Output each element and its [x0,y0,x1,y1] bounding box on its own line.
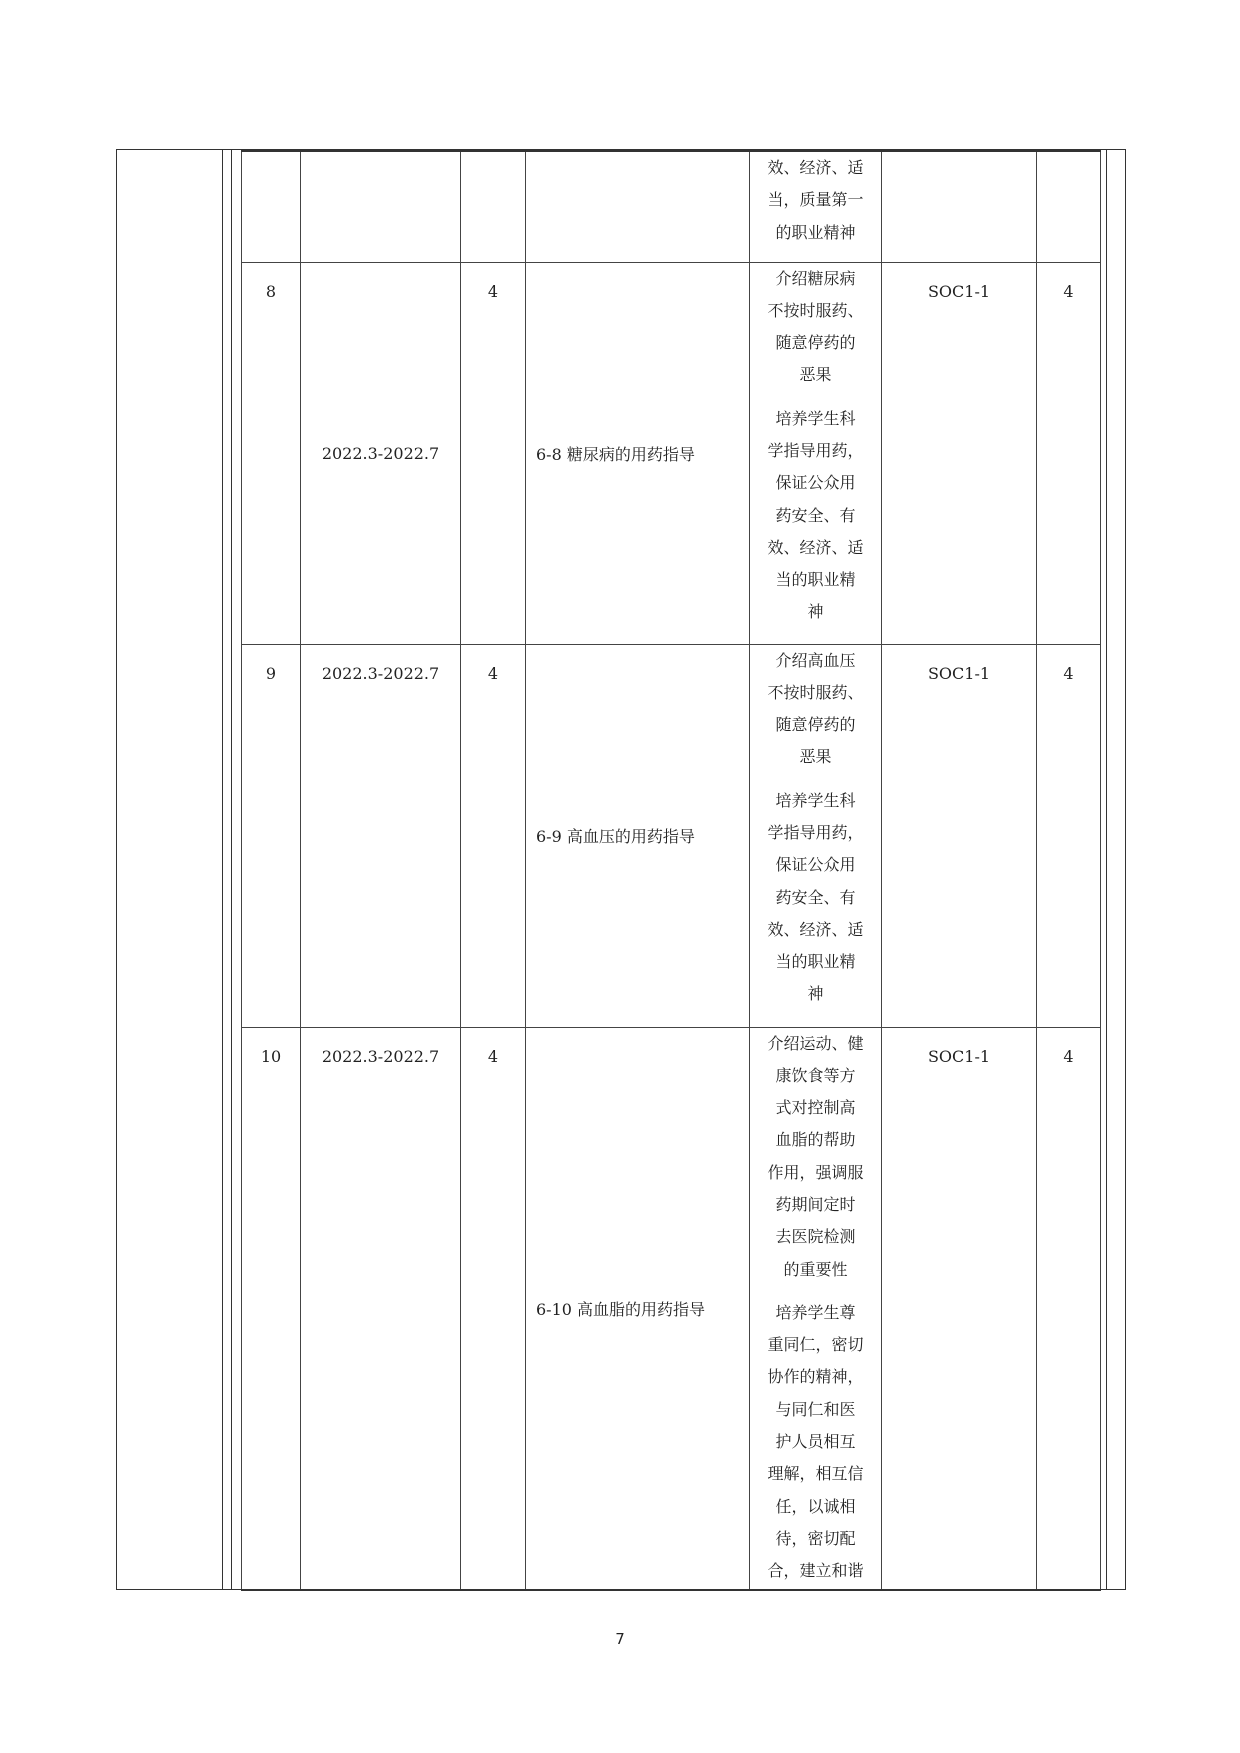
text-line: 效、经济、适 [767,158,864,177]
goal-paragraph [750,403,881,629]
text-line: 当，质量第一 [767,190,864,210]
table-row [242,262,1101,644]
text-line: 介绍高血压 [775,650,856,670]
text-line: 协作的精神， [767,1367,864,1387]
text-line: 合，建立和谐 [767,1561,864,1581]
text-line: 药安全、有 [775,887,856,907]
content-cell [750,1027,882,1590]
text-line: 恶果 [799,365,832,385]
text-line: 康饮食等方 [775,1065,856,1085]
text-line: 的重要性 [783,1259,848,1279]
text-line: 当的职业精 [775,570,856,590]
text-line: 学指导用药， [767,822,864,842]
hours-cell [461,151,526,262]
text-line: 随意停药的 [775,715,856,735]
hours-cell: 4 [461,262,526,644]
text-line: 介绍糖尿病 [775,268,856,288]
content-paragraph [750,263,881,392]
text-line: 保证公众用 [775,855,856,875]
text-line: 培养学生科 [775,408,856,428]
text-line: 神 [807,602,824,622]
score-cell: 4 [1037,1027,1101,1590]
date-cell: 2022.3-2022.7 [301,1027,461,1590]
goal-paragraph [750,785,881,1011]
text-line: 理解，相互信 [767,1464,864,1484]
date-cell: 2022.3-2022.7 [301,644,461,1027]
date-cell: 2022.3-2022.7 [301,262,461,644]
lesson-number-cell: 8 [242,262,301,644]
text-line: 不按时服药、 [767,682,864,702]
score-cell: 4 [1037,262,1101,644]
text-line: 效、经济、适 [767,537,864,557]
text-line: 介绍运动、健 [767,1033,864,1053]
text-line: 保证公众用 [775,473,856,493]
soc-cell: SOC1-1 [882,262,1037,644]
outer-column-divider [231,149,232,1590]
topic-cell: 6-10 高血脂的用药指导 [526,1027,750,1590]
text-line: 任，以诚相 [775,1496,856,1516]
content-paragraph [750,1028,881,1286]
text-line: 护人员相互 [775,1432,856,1452]
text-line: 待，密切配 [775,1528,856,1548]
soc-cell: SOC1-1 [882,1027,1037,1590]
text-line: 培养学生科 [775,790,856,810]
text-line: 不按时服药、 [767,300,864,320]
hours-cell: 4 [461,1027,526,1590]
date-cell [301,151,461,262]
table-row [242,151,1101,262]
soc-cell: SOC1-1 [882,644,1037,1027]
text-line: 当的职业精 [775,952,856,972]
content-cell [750,262,882,644]
text-line: 随意停药的 [775,333,856,353]
text-line: 的职业精神 [775,222,856,242]
text-line: 血脂的帮助 [775,1130,856,1150]
outer-column-divider [222,149,223,1590]
score-cell [1037,151,1101,262]
hours-cell: 4 [461,644,526,1027]
text-line: 效、经济、适 [767,919,864,939]
text-line: 式对控制高 [775,1098,856,1118]
content-paragraph [750,645,881,774]
schedule-table [241,150,1101,1591]
outer-column-divider [1106,149,1107,1590]
content-cell [750,644,882,1027]
table-row [242,644,1101,1027]
text-line: 药安全、有 [775,505,856,525]
text-line: 重同仁，密切 [767,1335,864,1355]
content-paragraph [750,152,881,249]
text-line: 与同仁和医 [775,1399,856,1419]
lesson-number-cell: 10 [242,1027,301,1590]
text-line: 培养学生尊 [775,1302,856,1322]
goal-paragraph [750,1297,881,1588]
table-row [242,1027,1101,1590]
score-cell: 4 [1037,644,1101,1027]
topic-cell: 6-8 糖尿病的用药指导 [526,262,750,644]
content-cell [750,151,882,262]
page-number: 7 [615,1630,625,1648]
text-line: 神 [807,984,824,1004]
text-line: 恶果 [799,747,832,767]
text-line: 学指导用药， [767,440,864,460]
text-line: 去医院检测 [775,1227,856,1247]
text-line: 作用，强调服 [767,1162,864,1182]
topic-cell [526,151,750,262]
topic-cell: 6-9 高血压的用药指导 [526,644,750,1027]
soc-cell [882,151,1037,262]
lesson-number-cell: 9 [242,644,301,1027]
lesson-number-cell [242,151,301,262]
text-line: 药期间定时 [775,1194,856,1214]
